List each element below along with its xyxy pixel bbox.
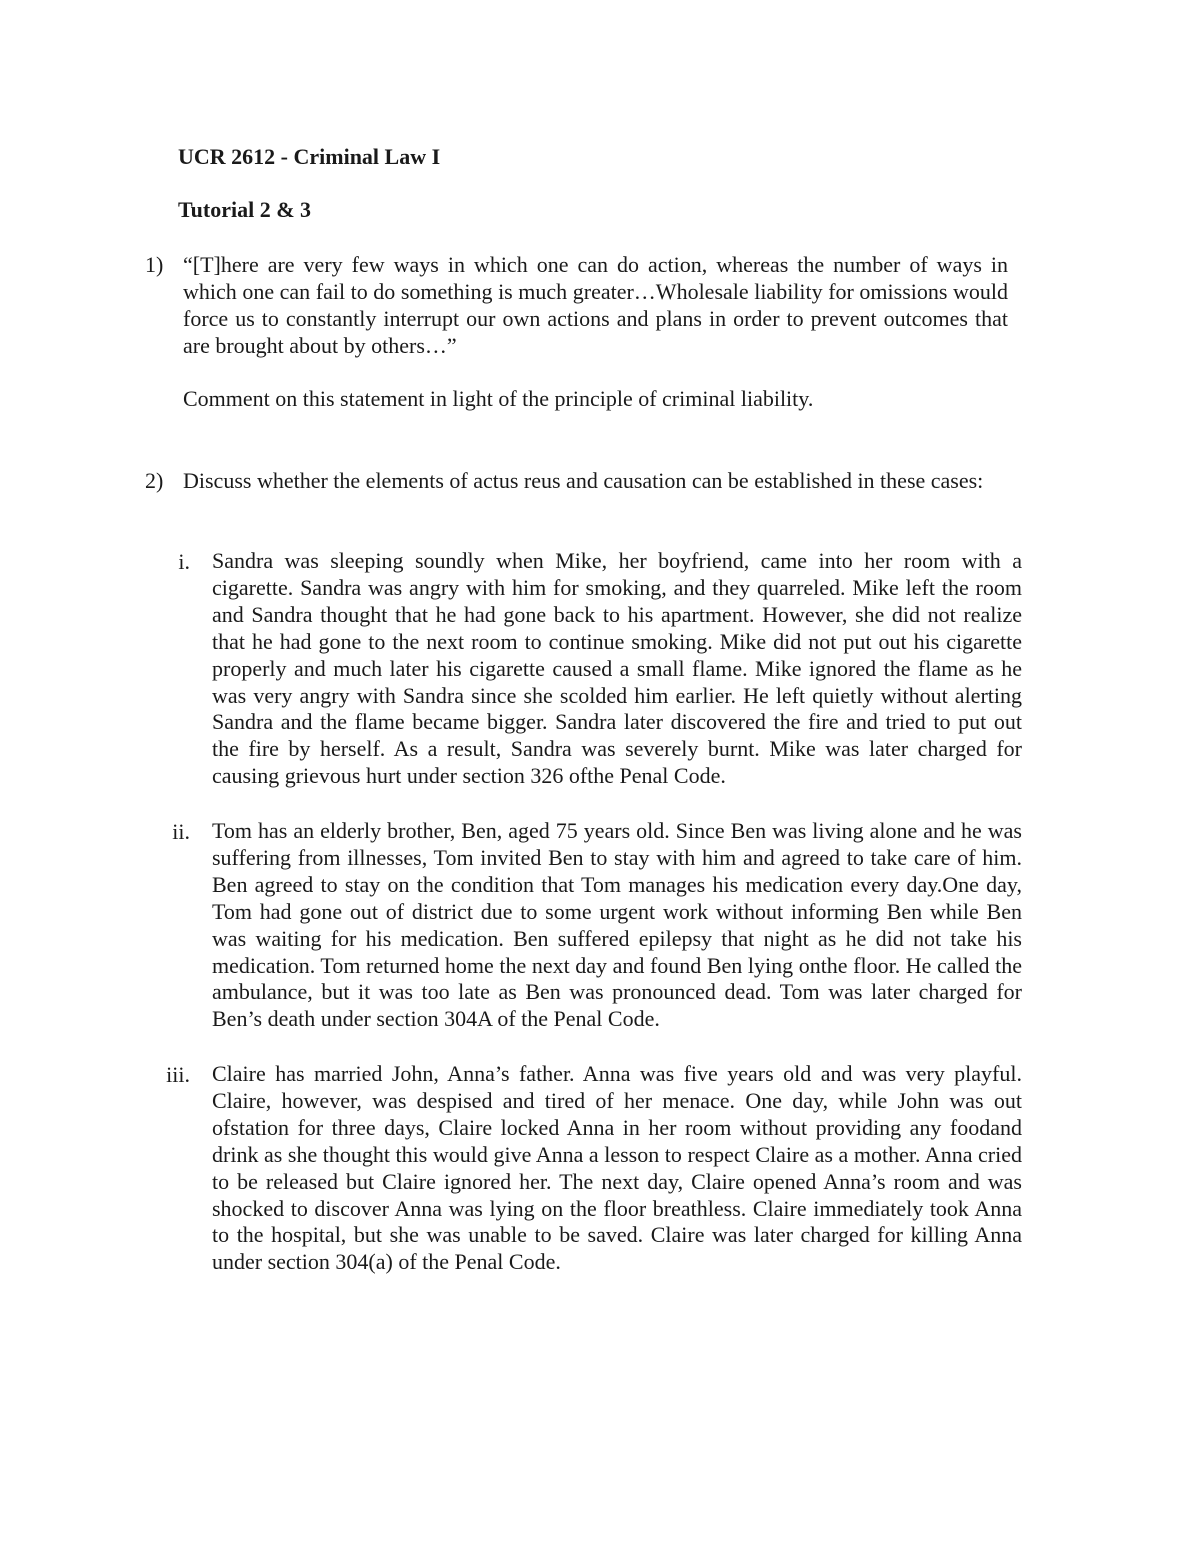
question-2-prompt: Discuss whether the elements of actus reus and causation can be established in these cases: <box>183 468 984 493</box>
question-2-body <box>183 467 1008 494</box>
case-iii-text: Claire has married John, Anna’s father. Anna was five years old and was very playful. Claire, however, was despised and tired of her menace. One day, while John was out ofstation for three days, Claire locked Anna in her room without providing any foodand drink as she thought this would give Anna a lesson to respect Claire as a mother. Anna cried to be released but Claire ignored her. The next day, Claire opened Anna’s room and was shocked to discover Anna was lying on the floor breathless. Claire immediately took Anna to the hospital, but she was unable to be saved. Claire was later charged for killing Anna under section 304(a) of the Penal Code. <box>212 1061 1022 1275</box>
question-1-quote: “[T]here are very few ways in which one can do action, whereas the number of ways in which one can fail to do something is much greater…Wholesale liability for omissions would force us to constantly interrupt our own actions and plans in order to prevent outcomes that are brought about by others…” <box>183 252 1008 358</box>
case-iii-body <box>212 1061 1022 1276</box>
case-i-body <box>212 548 1022 790</box>
case-i-text: Sandra was sleeping soundly when Mike, her boyfriend, came into her room with a cigarette. Sandra was angry with him for smoking, and they quarreled. Mike left the room and Sandra thought that he had gone back to his apartment. However, she did not realize that he had gone to the next room to continue smoking. Mike did not put out his cigarette properly and much later his cigarette caused a small flame. Mike ignored the flame as he was very angry with Sandra since she scolded him earlier. He left quietly without alerting Sandra and the flame became bigger. Sandra later discovered the fire and tried to put out the fire by herself. As a result, Sandra was severely burnt. Mike was later charged for causing grievous hurt under section 326 ofthe Penal Code. <box>212 548 1022 789</box>
case-i-numeral: i. <box>178 549 190 574</box>
question-1-body <box>183 251 1008 412</box>
case-ii-body <box>212 818 1022 1033</box>
tutorial-title: Tutorial 2 & 3 <box>178 197 312 222</box>
case-ii-text: Tom has an elderly brother, Ben, aged 75 years old. Since Ben was living alone and he was suffering from illnesses, Tom invited Ben to stay with him and agreed to take care of him. Ben agreed to stay on the condition that Tom manages his medication every day.One day, Tom had gone out of district due to some urgent work without informing Ben while Ben was waiting for his medication. Ben suffered epilepsy that night as he did not take his medication. Tom returned home the next day and found Ben lying onthe floor. He called the ambulance, but it was too late as Ben was pronounced dead. Tom was later charged for Ben’s death under section 304A of the Penal Code. <box>212 818 1022 1032</box>
case-iii-numeral: iii. <box>166 1062 190 1087</box>
question-1-instruction: Comment on this statement in light of the principle of criminal liability. <box>183 386 814 411</box>
course-title: UCR 2612 - Criminal Law I <box>178 144 441 169</box>
question-1-number: 1) <box>145 252 164 277</box>
question-2-number: 2) <box>145 468 164 493</box>
case-ii-numeral: ii. <box>172 819 190 844</box>
